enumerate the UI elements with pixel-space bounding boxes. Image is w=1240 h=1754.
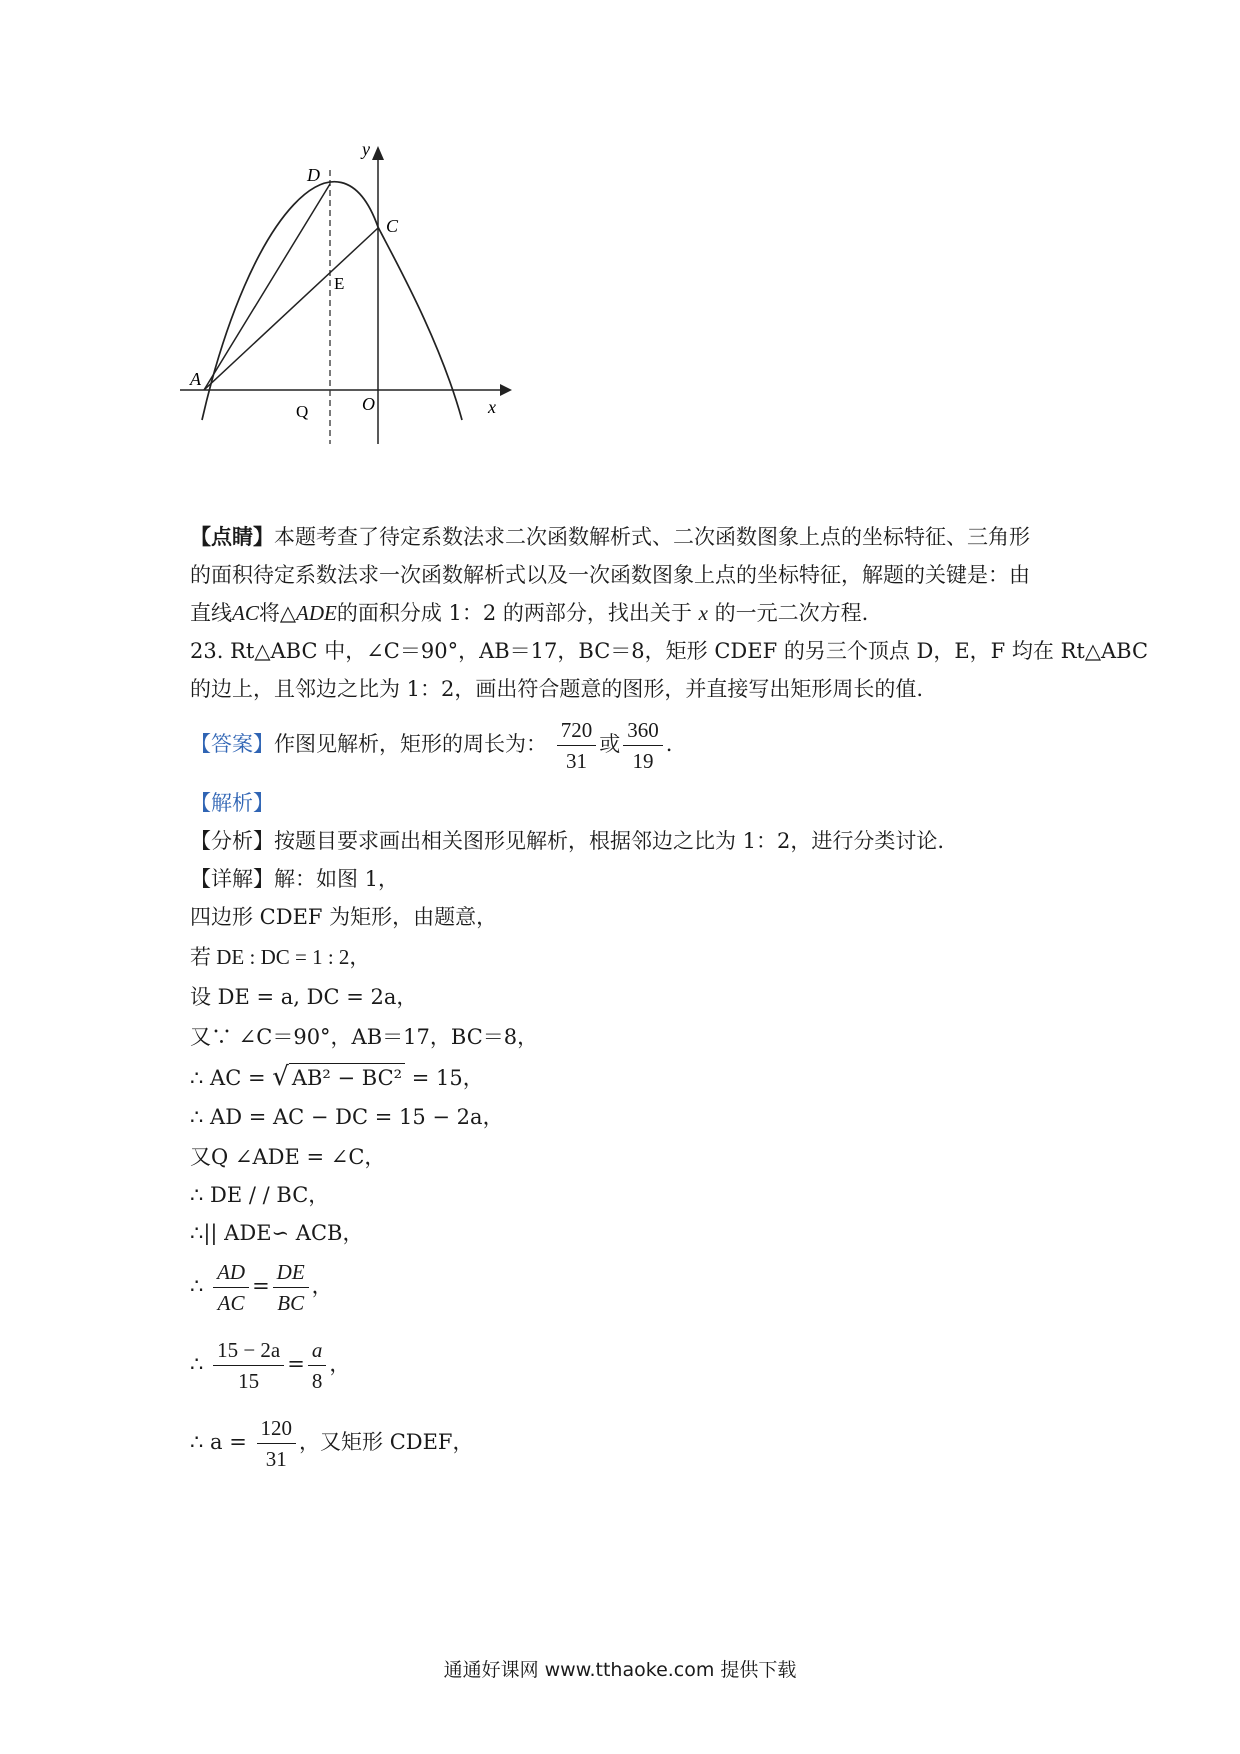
question-text-1: 23. Rt△ABC 中，∠C＝90°，AB＝17，BC＝8，矩形 CDEF 的另三个顶点 D，E，F 均在 Rt△ABC — [190, 639, 1149, 663]
dianjing-line-3 — [190, 598, 868, 628]
dianjing-text-3f: x — [698, 601, 708, 625]
step-1-text: 四边形 CDEF 为矩形，由题意， — [190, 905, 498, 929]
answer-fraction-1-denominator: 31 — [565, 749, 587, 773]
segment-AC — [204, 228, 378, 390]
dianjing-text-3b: AC — [232, 601, 259, 625]
step-7 — [190, 1142, 385, 1172]
step-12-fraction-numerator: 120 — [257, 1413, 297, 1444]
x-axis-arrow — [500, 384, 512, 396]
xiangjie-text: 解：如图 1， — [274, 867, 400, 891]
step-11-fraction-1 — [213, 1335, 284, 1396]
label-A: A — [190, 369, 201, 389]
dianjing-line-1 — [190, 522, 1030, 552]
step-11-fraction-1-numerator: 15 − 2a — [213, 1335, 284, 1366]
step-6-text: ∴ AD = AC − DC = 15 − 2a， — [190, 1105, 504, 1129]
step-11-pre: ∴ — [190, 1352, 204, 1376]
step-11-fraction-2 — [308, 1335, 327, 1396]
question-line-1 — [190, 636, 1148, 666]
step-5-pre: ∴ AC = — [190, 1066, 266, 1090]
dianjing-text-3e: 的面积分成 1：2 的两部分，找出关于 — [336, 601, 692, 625]
step-9 — [190, 1218, 363, 1248]
label-Q: Q — [296, 402, 309, 421]
step-11-fraction-1-denominator: 15 — [238, 1369, 260, 1393]
dianjing-text-3g: 的一元二次方程. — [714, 601, 869, 625]
label-C: C — [386, 216, 399, 236]
step-9-text: ∴|| ADE∽ ACB， — [190, 1221, 364, 1245]
answer-end: . — [665, 732, 673, 756]
step-8-text: ∴ DE / / BC， — [190, 1183, 330, 1207]
dianjing-text-2: 的面积待定系数法求一次函数解析式以及一次函数图象上点的坐标特征，解题的关键是：由 — [190, 563, 1030, 587]
step-12 — [190, 1410, 474, 1474]
jiexi-line — [190, 788, 274, 818]
step-10-pre: ∴ — [190, 1274, 204, 1298]
page-footer: 通通好课网 www.tthaoke.com 提供下载 — [443, 1659, 797, 1681]
step-11-post: ， — [329, 1352, 351, 1376]
step-3 — [190, 982, 417, 1012]
fenxi-line — [190, 826, 944, 856]
step-12-fraction — [257, 1413, 297, 1474]
label-x: x — [488, 397, 496, 417]
segment-AD — [204, 184, 330, 390]
answer-text: 作图见解析，矩形的周长为： — [274, 732, 547, 756]
step-11-equals: = — [287, 1352, 305, 1376]
step-10-fraction-2 — [273, 1257, 309, 1318]
step-10-fraction-1-denominator: AC — [217, 1291, 245, 1315]
step-3-text: 设 DE = a, DC = 2a， — [190, 985, 418, 1009]
dianjing-text-3d: ADE — [296, 601, 337, 625]
step-2-text: 若 DE : DC = 1 : 2， — [190, 945, 371, 969]
step-10-fraction-2-denominator: BC — [277, 1291, 305, 1315]
step-7-text: 又Q ∠ADE = ∠C， — [190, 1145, 386, 1169]
question-line-2 — [190, 674, 923, 704]
step-8 — [190, 1180, 329, 1210]
parabola-figure — [190, 139, 580, 510]
label-O: O — [362, 394, 375, 414]
step-10-fraction-1 — [213, 1257, 249, 1318]
answer-fraction-1 — [557, 715, 597, 776]
step-10-fraction-1-numerator: AD — [213, 1257, 249, 1288]
dianjing-text-1: 本题考查了待定系数法求二次函数解析式、二次函数图象上点的坐标特征、三角形 — [274, 525, 1030, 549]
step-10-fraction-2-numerator: DE — [273, 1257, 309, 1288]
dianjing-line-2 — [190, 560, 1030, 590]
label-y: y — [362, 139, 370, 159]
label-D: D — [307, 165, 320, 185]
step-10 — [190, 1254, 333, 1318]
step-12-fraction-denominator: 31 — [265, 1447, 287, 1471]
answer-fraction-1-numerator: 720 — [557, 715, 597, 746]
fenxi-text: 按题目要求画出相关图形见解析，根据邻边之比为 1：2，进行分类讨论. — [274, 829, 945, 853]
step-5 — [190, 1062, 484, 1093]
step-2 — [190, 942, 370, 972]
step-10-post: ， — [311, 1274, 333, 1298]
step-10-equals: = — [252, 1274, 270, 1298]
dianjing-text-3a: 直线 — [190, 601, 232, 625]
fenxi-tag: 【分析】 — [190, 829, 274, 853]
dianjing-tag: 【点睛】 — [190, 524, 274, 549]
sqrt-sign: √ — [272, 1062, 289, 1092]
step-4 — [190, 1022, 538, 1052]
xiangjie-line — [190, 864, 399, 894]
step-5-post: = 15， — [411, 1066, 484, 1090]
answer-fraction-2-denominator: 19 — [632, 749, 654, 773]
parabola-curve — [202, 182, 462, 420]
step-5-radicand: AB² − BC² — [289, 1063, 405, 1092]
y-axis-arrow — [372, 146, 384, 160]
answer-fraction-2-numerator: 360 — [623, 715, 663, 746]
answer-or: 或 — [599, 732, 621, 756]
question-text-2: 的边上，且邻边之比为 1：2，画出符合题意的图形，并直接写出矩形周长的值. — [190, 677, 924, 701]
step-4-text: 又∵ ∠C＝90°，AB＝17，BC＝8， — [190, 1025, 539, 1049]
answer-fraction-2 — [623, 715, 663, 776]
answer-line — [190, 714, 672, 776]
label-E: E — [334, 274, 345, 293]
step-12-post: ，又矩形 CDEF， — [299, 1430, 474, 1454]
step-11 — [190, 1332, 350, 1396]
xiangjie-tag: 【详解】 — [190, 867, 274, 891]
step-6 — [190, 1102, 504, 1132]
step-1 — [190, 902, 497, 932]
answer-tag: 【答案】 — [190, 732, 274, 756]
step-11-fraction-2-numerator: a — [308, 1335, 327, 1366]
step-12-pre: ∴ a = — [190, 1430, 247, 1454]
jiexi-tag: 【解析】 — [190, 791, 274, 815]
dianjing-text-3c: 将△ — [258, 601, 296, 625]
step-11-fraction-2-denominator: 8 — [311, 1369, 323, 1393]
